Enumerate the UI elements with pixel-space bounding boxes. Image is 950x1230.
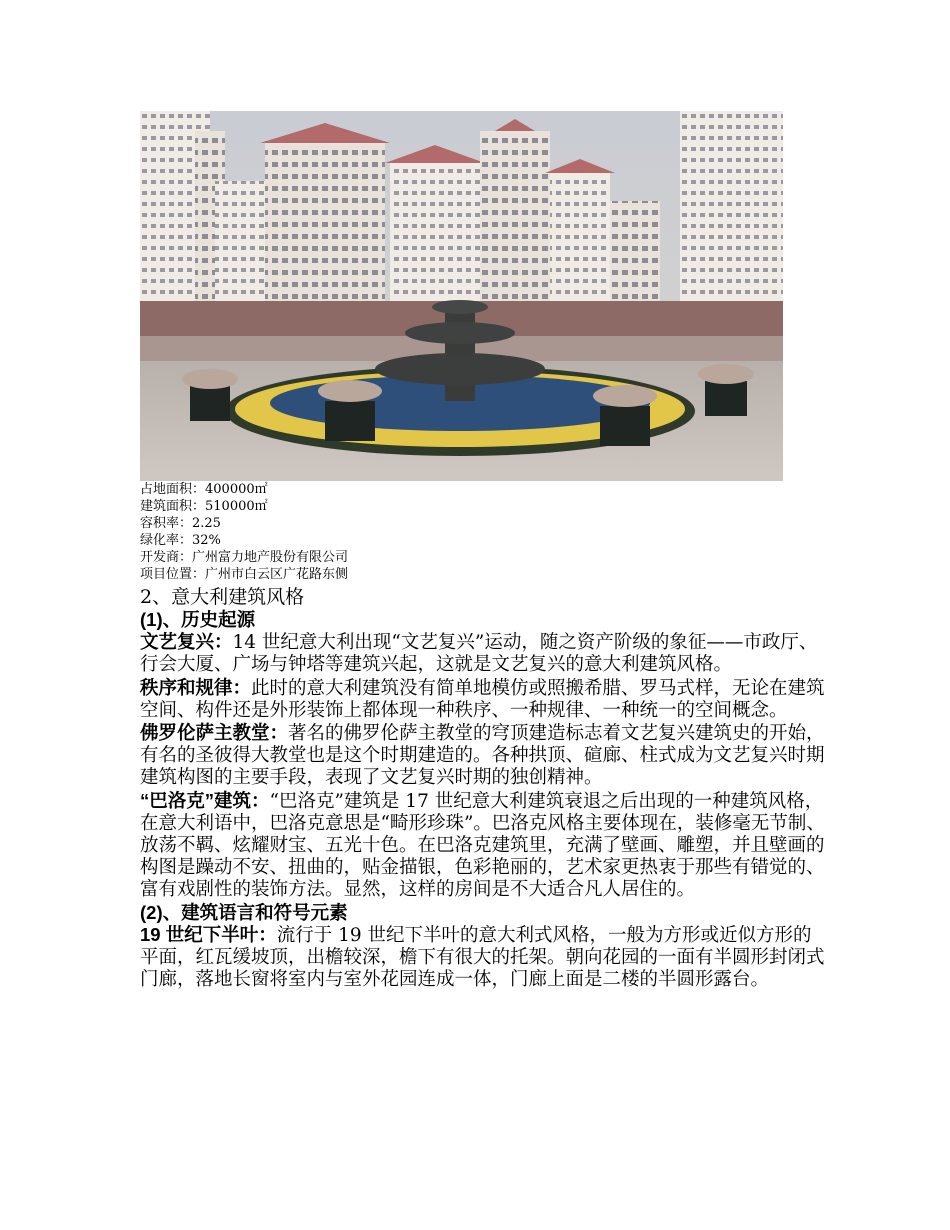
- subsection-title-history: (1)、历史起源: [140, 609, 256, 630]
- term-renaissance: 文艺复兴：: [140, 631, 233, 653]
- project-facts: [140, 481, 800, 583]
- fact-developer: 开发商：广州富力地产股份有限公司: [140, 550, 349, 565]
- paragraph-order: [140, 677, 830, 722]
- fact-plot-ratio: 容积率：2.25: [140, 516, 221, 531]
- paragraph-renaissance: [140, 631, 830, 676]
- article-body: [140, 585, 830, 991]
- fact-land-area: 占地面积：400000㎡: [140, 482, 268, 497]
- fact-green-ratio: 绿化率：32%: [140, 533, 221, 548]
- paragraph-baroque: [140, 790, 830, 902]
- fact-location: 项目位置：广州市白云区广花路东侧: [140, 567, 349, 582]
- section-title: 2、意大利建筑风格: [140, 586, 305, 608]
- text-19th-century: 流行于 19 世纪下半叶的意大利式风格，一般为方形或近似方形的平面，红瓦缓坡顶，出檐较深，檐下有很大的托架。朝向花园的一面有半圆形封闭式门廊，落地长窗将室内与室外花园连成一体，门廊上面是二楼的半圆形露台。: [140, 924, 825, 991]
- text-florence-cathedral: 著名的佛罗伦萨主教堂的穹顶建造标志着文艺复兴建筑史的开始，有名的圣彼得大教堂也是这个时期建造的。各种拱顶、碹廊、柱式成为文艺复兴时期建筑构图的主要手段，表现了文艺复兴时期的独创精神。: [140, 723, 825, 789]
- residential-towers-fountain-photo: [140, 111, 783, 481]
- term-baroque: “巴洛克”建筑：: [140, 789, 270, 811]
- subsection-title-language: (2)、建筑语言和符号元素: [140, 901, 348, 923]
- term-order: 秩序和规律：: [140, 676, 252, 698]
- fact-building-area: 建筑面积：510000㎡: [140, 499, 268, 514]
- text-order: 此时的意大利建筑没有简单地模仿或照搬希腊、罗马式样，无论在建筑空间、构件还是外形装饰上都体现一种秩序、一种规律、一种统一的空间概念。: [140, 677, 825, 721]
- term-florence-cathedral: 佛罗伦萨主教堂：: [140, 722, 289, 744]
- text-renaissance: 14 世纪意大利出现“文艺复兴”运动，随之资产阶级的象征——市政厅、行会大厦、广场与钟塔等建筑兴起，这就是文艺复兴的意大利建筑风格。: [140, 632, 818, 676]
- term-19th-century: 19 世纪下半叶：: [140, 923, 277, 945]
- paragraph-florence-cathedral: [140, 722, 830, 790]
- text-baroque: “巴洛克”建筑是 17 世纪意大利建筑衰退之后出现的一种建筑风格，在意大利语中，巴洛克意思是“畸形珍珠”。巴洛克风格主要体现在，装修毫无节制、放荡不羁、炫耀财宝、五光十色。在巴洛克建筑里，充满了壁画、雕塑，并且壁画的构图是躁动不安、扭曲的，贴金描银，色彩艳丽的，艺术家更热衷于那些有错觉的、富有戏剧性的装饰方法。显然，这样的房间是不大适合凡人居住的。: [140, 790, 825, 901]
- paragraph-19th-century: [140, 924, 830, 992]
